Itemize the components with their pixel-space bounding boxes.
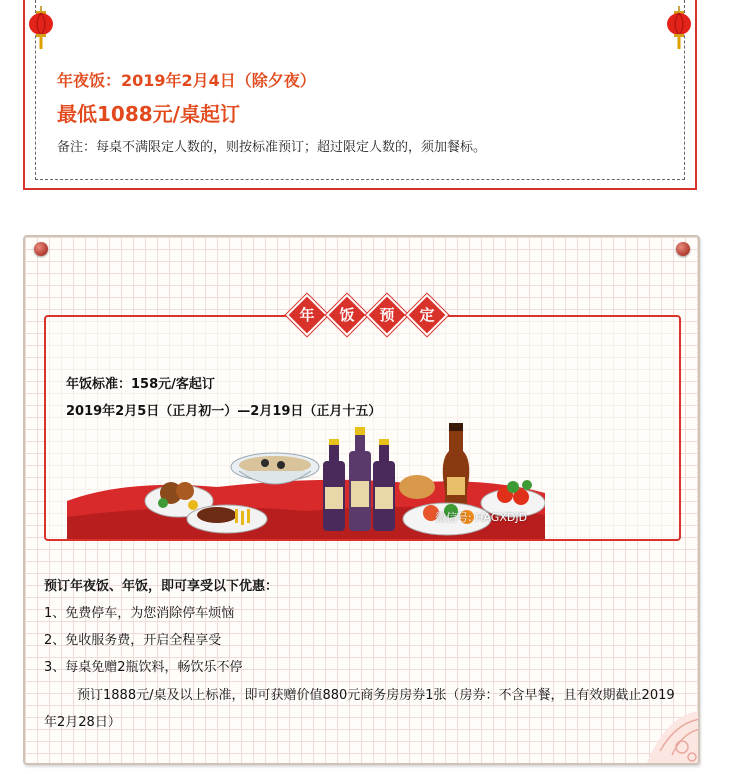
cloud-pattern-icon bbox=[646, 711, 700, 765]
offer-item: 2、免收服务费，开启全程享受 bbox=[44, 633, 222, 648]
meal-period-text: 2019年2月5日（正月初一）—2月19日（正月十五） bbox=[66, 404, 382, 419]
dinner-price-heading: 最低1088元/桌起订 bbox=[57, 102, 240, 126]
new-year-eve-card bbox=[23, 0, 697, 190]
offer-item: 3、每桌免赠2瓶饮料，畅饮乐不停 bbox=[44, 660, 243, 675]
heading-char: 预 bbox=[379, 306, 395, 324]
heading-diamond bbox=[367, 295, 407, 335]
offer-item: 1、免费停车，为您消除停车烦恼 bbox=[44, 606, 235, 621]
meal-standard-text: 年饭标准：158元/客起订 bbox=[66, 377, 215, 392]
voucher-text: 预订1888元/桌及以上标准，即可获赠价值880元商务房房券1张（房券：不含早餐，且有效期截止2019年2月28日） bbox=[44, 688, 675, 730]
pin-icon bbox=[34, 242, 48, 256]
booking-heading bbox=[287, 295, 447, 335]
heading-diamond bbox=[327, 295, 367, 335]
wechat-watermark: 微信号: HAGXDJD bbox=[435, 511, 528, 524]
lantern-icon bbox=[666, 6, 692, 50]
heading-diamond bbox=[287, 295, 327, 335]
dinner-date-heading: 年夜饭：2019年2月4日（除夕夜） bbox=[57, 71, 316, 90]
dinner-note-text: 备注：每桌不满限定人数的，则按标准预订；超过限定人数的，须加餐标。 bbox=[57, 140, 487, 155]
booking-card bbox=[23, 235, 700, 765]
heading-char: 饭 bbox=[339, 306, 355, 324]
lantern-icon bbox=[28, 6, 54, 50]
heading-char: 定 bbox=[419, 306, 435, 324]
pin-icon bbox=[676, 242, 690, 256]
heading-diamond bbox=[407, 295, 447, 335]
heading-char: 年 bbox=[299, 306, 315, 324]
offers-title: 预订年夜饭、年饭，即可享受以下优惠： bbox=[44, 579, 279, 594]
